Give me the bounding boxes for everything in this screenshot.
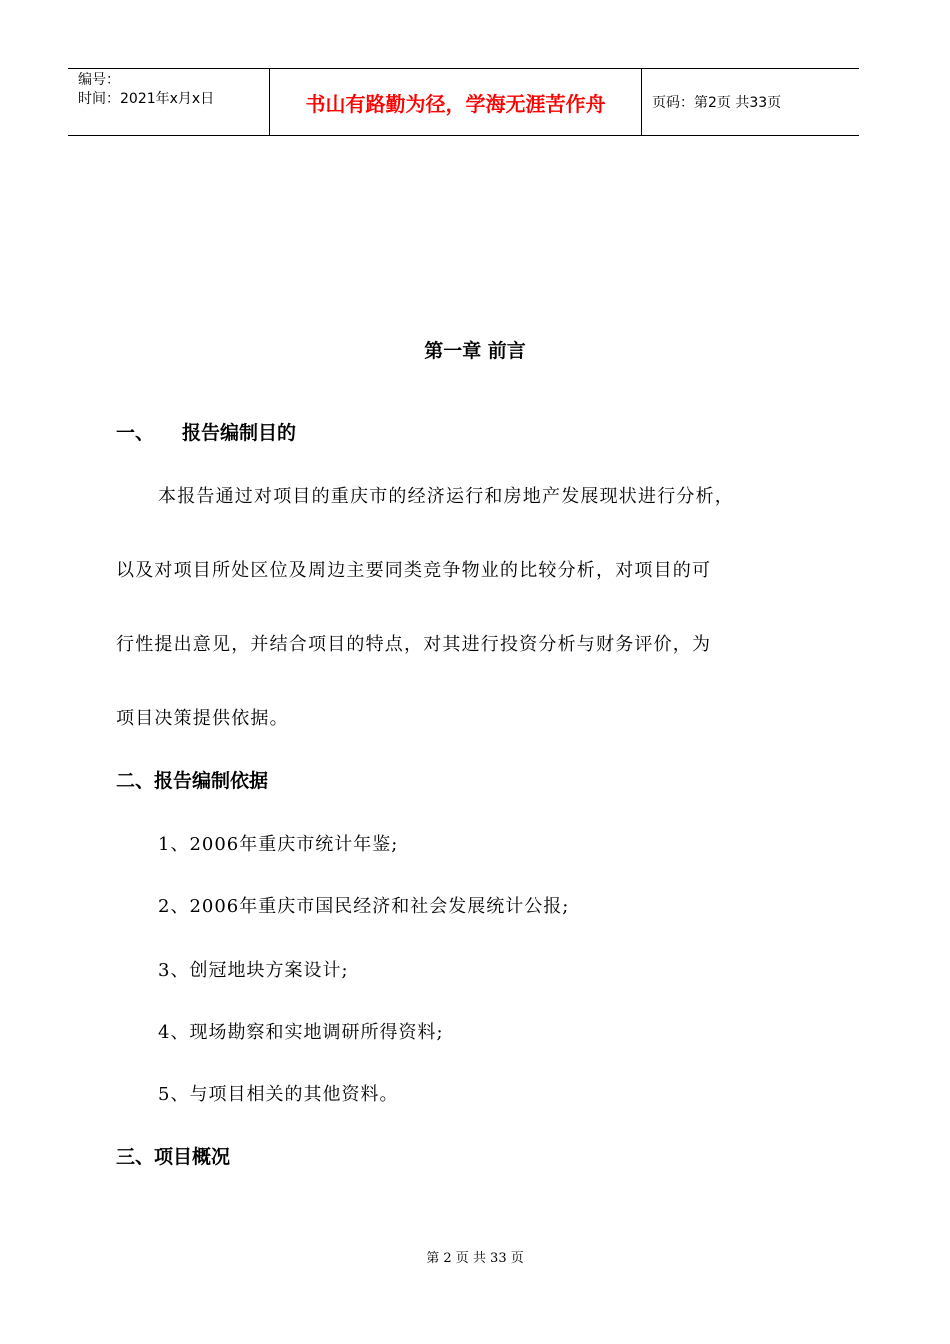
header-motto: 书山有路勤为径，学海无涯苦作舟 xyxy=(270,69,642,135)
header-time-label: 时间：2021年x月x日 xyxy=(78,91,215,107)
section1-line-4: 项目决策提供依据。 xyxy=(116,708,289,729)
section1-title: 报告编制目的 xyxy=(182,422,297,444)
section2-item-3: 3、创冠地块方案设计; xyxy=(158,960,349,981)
page-header xyxy=(68,68,859,136)
header-page-label: 页码：第2页 共33页 xyxy=(652,95,782,111)
page-footer: 第 2 页 共 33 页 xyxy=(426,1251,524,1266)
section3-title: 三、项目概况 xyxy=(116,1146,231,1168)
chapter-title: 第一章 前言 xyxy=(424,340,526,362)
section1-line-3: 行性提出意见，并结合项目的特点，对其进行投资分析与财务评价，为 xyxy=(116,634,712,655)
header-meta xyxy=(68,69,270,135)
section2-item-4: 4、现场勘察和实地调研所得资料; xyxy=(158,1022,444,1043)
section2-item-5: 5、与项目相关的其他资料。 xyxy=(158,1084,399,1105)
section2-item-2: 2、2006年重庆市国民经济和社会发展统计公报; xyxy=(158,896,570,917)
section2-item-1: 1、2006年重庆市统计年鉴; xyxy=(158,834,399,855)
header-number-label: 编号： xyxy=(78,72,120,88)
section2-title: 二、报告编制依据 xyxy=(116,770,269,792)
section1-number: 一、 xyxy=(116,422,155,444)
section1-line-1: 本报告通过对项目的重庆市的经济运行和房地产发展现状进行分析， xyxy=(158,486,734,507)
section1-line-2: 以及对项目所处区位及周边主要同类竞争物业的比较分析，对项目的可 xyxy=(116,560,712,581)
